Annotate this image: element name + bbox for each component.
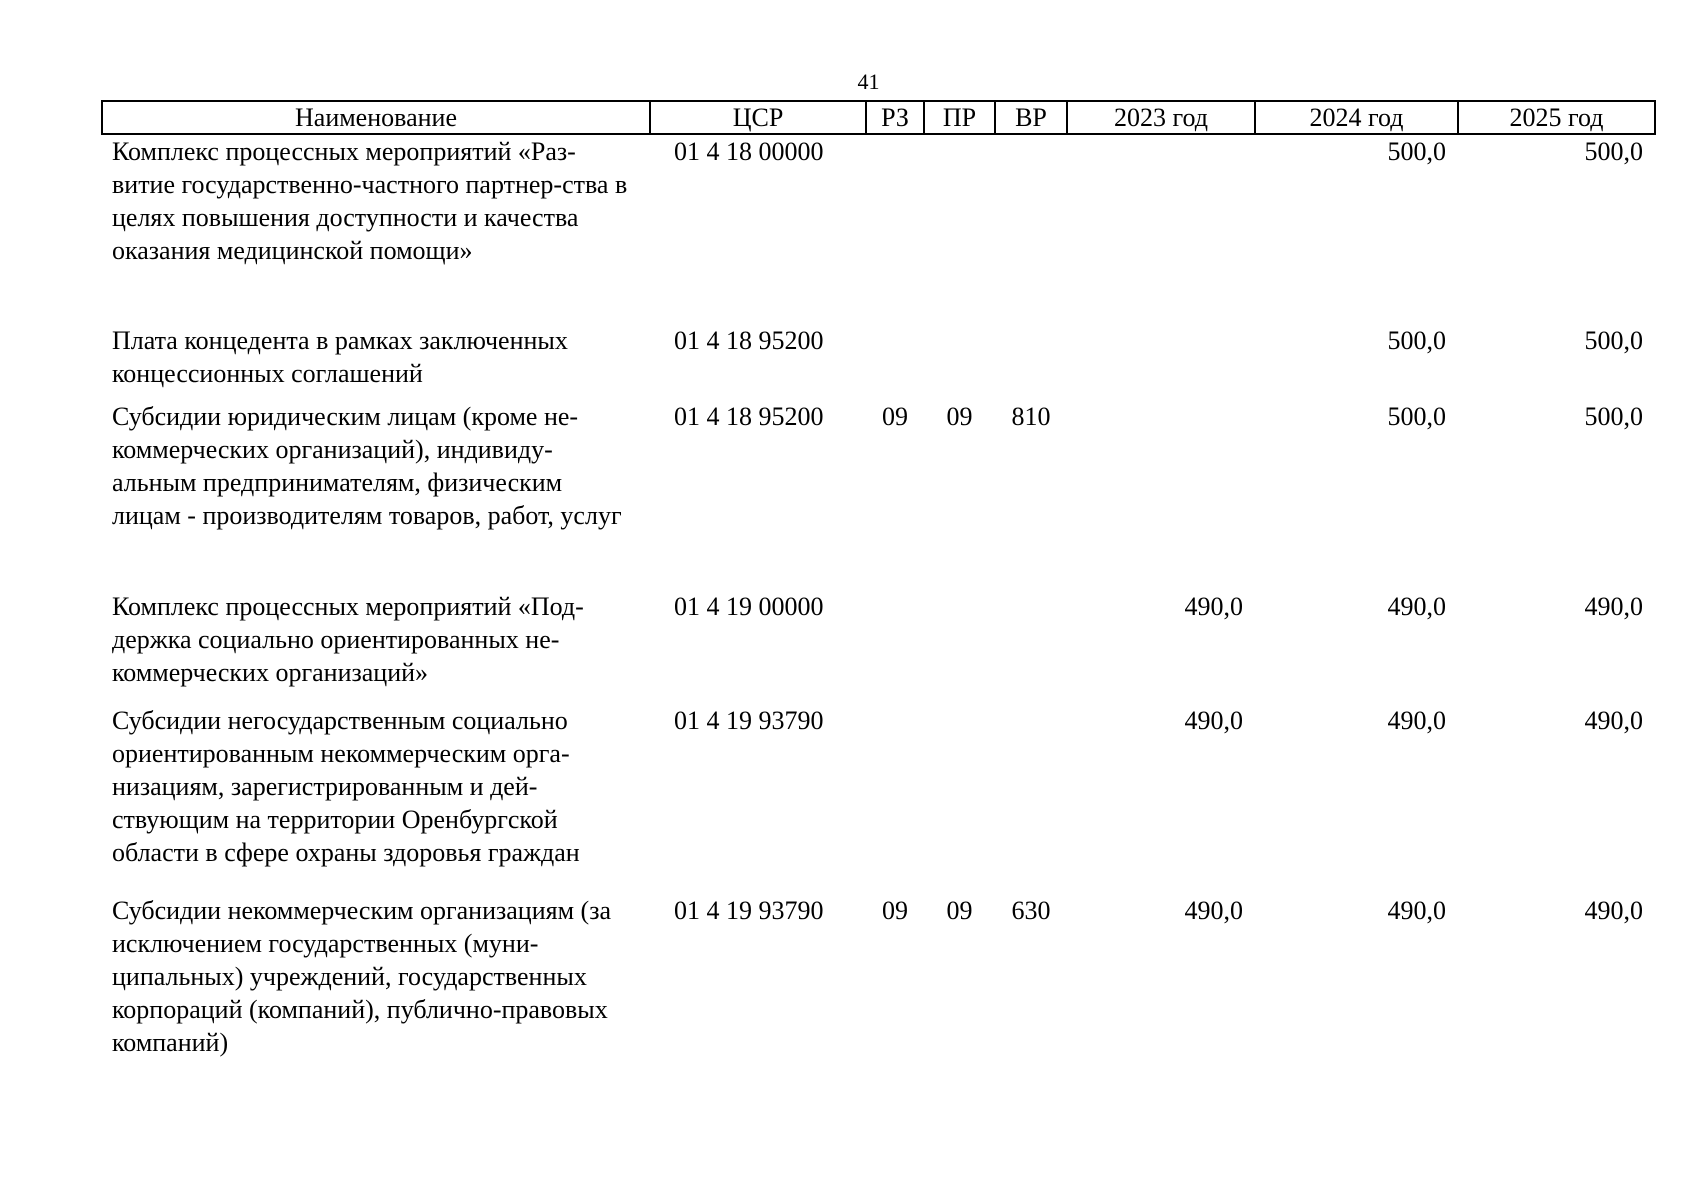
row-rz: 09 (882, 402, 908, 431)
row-2025: 490,0 (1584, 706, 1643, 735)
row-2024: 490,0 (1387, 706, 1446, 735)
table-row (102, 400, 1655, 590)
header-vr: ВР (995, 101, 1067, 134)
row-rz (866, 324, 924, 400)
row-vr (995, 704, 1067, 894)
row-2023: 490,0 (1184, 706, 1243, 735)
header-2023: 2023 год (1067, 101, 1255, 134)
table-row (102, 590, 1655, 704)
header-rz: РЗ (866, 101, 924, 134)
row-name: Субсидии негосударственным социально ориентированным некоммерческим орга-низациям, зарегистрированным и дей-ствующим на территории Оренбургской области в сфере охраны здоровья граждан (112, 706, 580, 867)
row-pr (924, 590, 995, 704)
table-row (102, 704, 1655, 894)
row-pr (924, 324, 995, 400)
row-pr: 09 (946, 896, 973, 925)
row-csr: 01 4 18 95200 (674, 326, 824, 355)
header-name: Наименование (102, 101, 650, 134)
row-pr (924, 134, 995, 324)
row-2023 (1067, 400, 1255, 590)
row-csr: 01 4 19 00000 (674, 592, 824, 621)
row-2024: 490,0 (1387, 592, 1446, 621)
row-rz (866, 134, 924, 324)
table-row (102, 324, 1655, 400)
row-2025: 500,0 (1584, 326, 1643, 355)
table-header (102, 101, 1655, 134)
row-name: Субсидии юридическим лицам (кроме не-коммерческих организаций), индивиду-альным предпринимателям, физическим лицам - производителям товаров, работ, услуг (112, 402, 622, 530)
row-2023: 490,0 (1184, 592, 1243, 621)
row-2025: 490,0 (1584, 896, 1643, 925)
row-pr: 09 (946, 402, 973, 431)
row-2024: 500,0 (1387, 402, 1446, 431)
row-csr: 01 4 19 93790 (674, 706, 824, 735)
row-name: Комплекс процессных мероприятий «Раз-витие государственно-частного партнер-ства в целях повышения доступности и качества оказания медицинской помощи» (112, 137, 628, 265)
row-csr: 01 4 18 00000 (674, 137, 824, 166)
row-rz: 09 (882, 896, 908, 925)
row-2024: 500,0 (1387, 137, 1446, 166)
row-2024: 500,0 (1387, 326, 1446, 355)
row-vr (995, 324, 1067, 400)
row-2023 (1067, 134, 1255, 324)
row-name: Плата концедента в рамках заключенных концессионных соглашений (112, 326, 568, 388)
row-vr: 630 (1011, 896, 1051, 925)
header-2025: 2025 год (1458, 101, 1655, 134)
header-pr: ПР (924, 101, 995, 134)
table-row (102, 894, 1655, 1064)
row-2024: 490,0 (1387, 896, 1446, 925)
row-2023: 490,0 (1184, 896, 1243, 925)
row-2023 (1067, 324, 1255, 400)
row-vr (995, 134, 1067, 324)
row-vr (995, 590, 1067, 704)
header-csr: ЦСР (650, 101, 866, 134)
row-csr: 01 4 19 93790 (674, 896, 824, 925)
row-name: Комплекс процессных мероприятий «Под-держка социально ориентированных не-коммерческих организаций» (112, 592, 584, 687)
row-vr: 810 (1011, 402, 1051, 431)
row-rz (866, 590, 924, 704)
row-2025: 500,0 (1584, 402, 1643, 431)
row-2025: 490,0 (1584, 592, 1643, 621)
header-2024: 2024 год (1255, 101, 1458, 134)
row-name: Субсидии некоммерческим организациям (за исключением государственных (муни-ципальных) учреждений, государственных корпораций (компаний), публично-правовых компаний) (112, 896, 612, 1057)
table-body (102, 134, 1655, 1064)
budget-table (101, 100, 1656, 1064)
row-csr: 01 4 18 95200 (674, 402, 824, 431)
page-number: 41 (857, 69, 880, 94)
row-rz (866, 704, 924, 894)
row-pr (924, 704, 995, 894)
table-row (102, 134, 1655, 324)
row-2025: 500,0 (1584, 137, 1643, 166)
